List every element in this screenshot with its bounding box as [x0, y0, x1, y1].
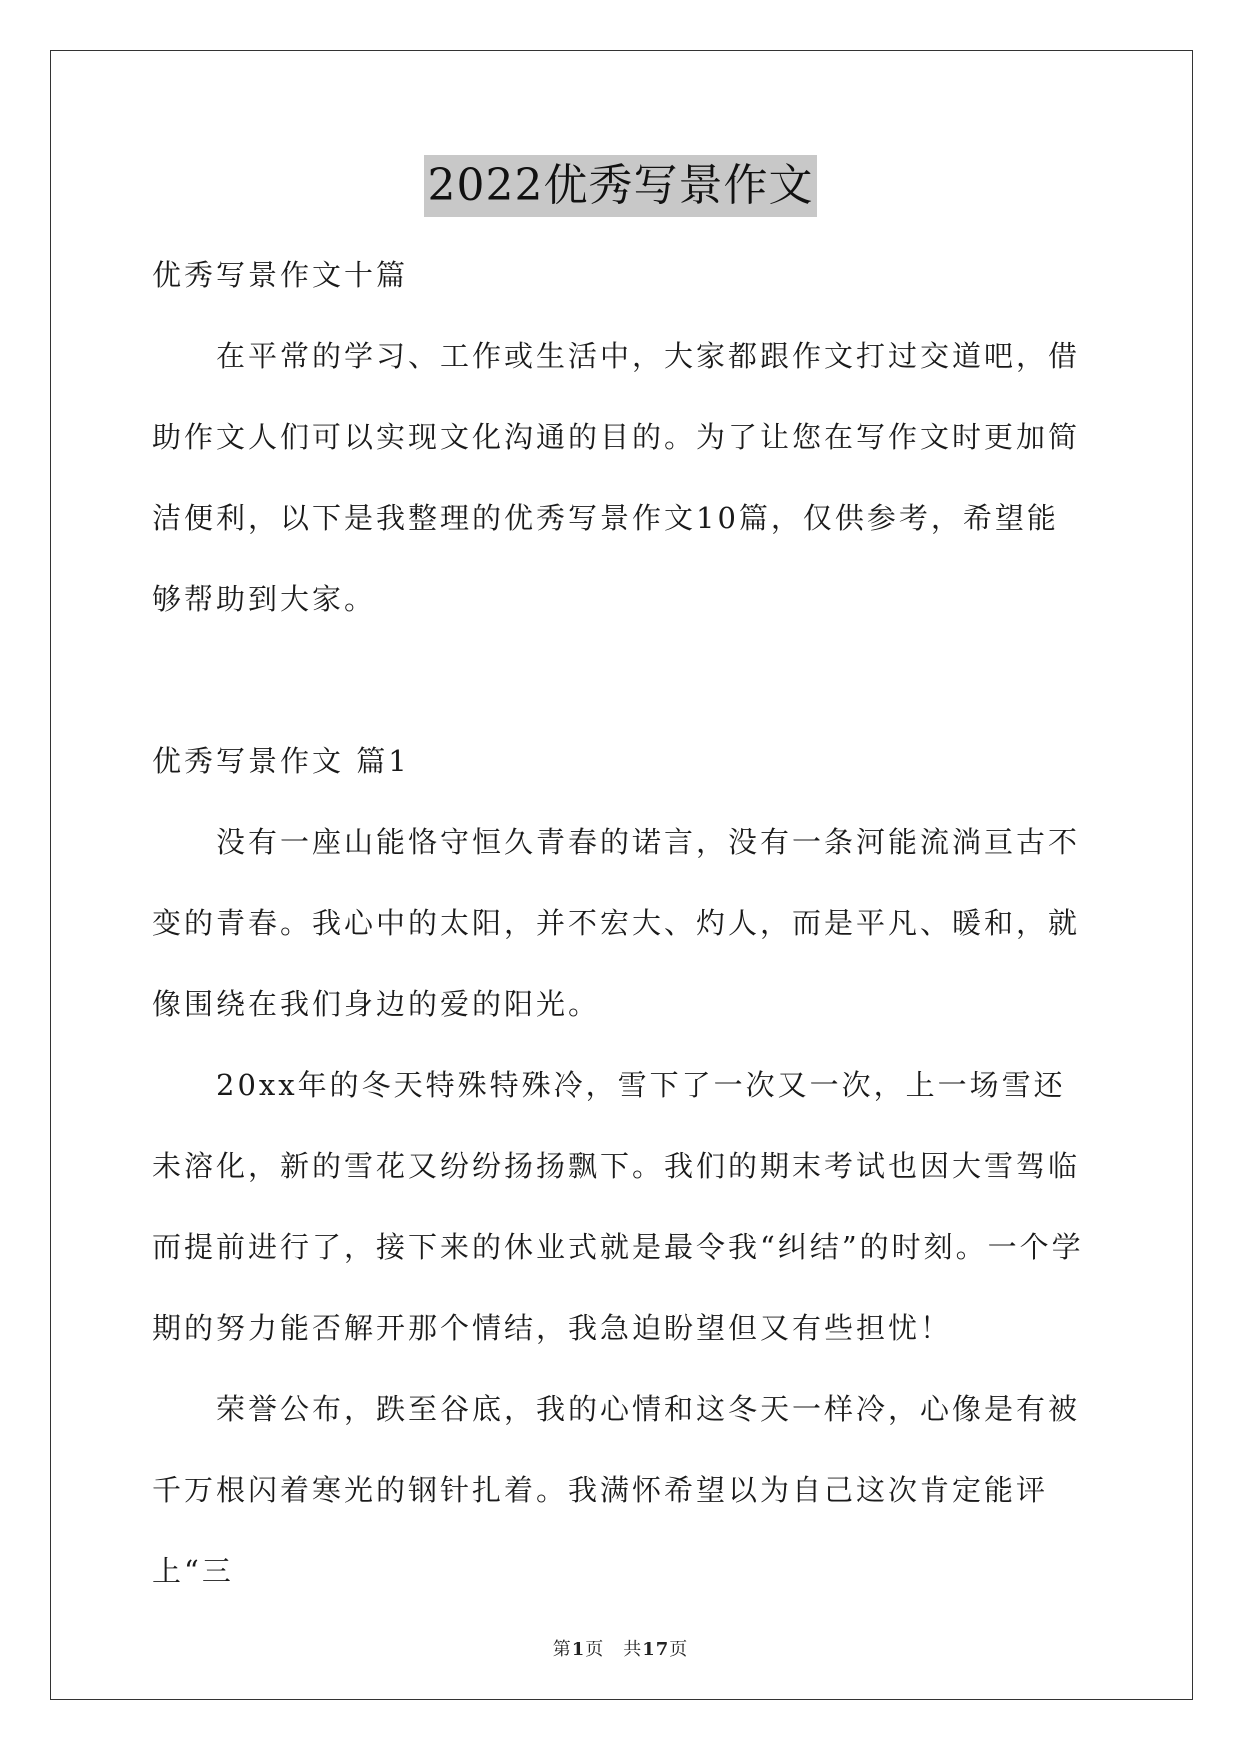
title-container: [0, 155, 1241, 217]
section-heading: 优秀写景作文 篇1: [152, 744, 410, 778]
body-paragraph-2: 20xx年的冬天特殊特殊冷，雪下了一次又一次，上一场雪还未溶化，新的雪花又纷纷扬扬飘下。我们的期末考试也因大雪驾临 而提前进行了，接下来的休业式就是最令我“纠结”的时刻。一个学期的努力能否解开那个情结，我急迫盼望但又有些担忧！: [152, 1068, 1113, 1345]
document-body: [152, 235, 1113, 1612]
footer-prefix: 第: [552, 1639, 572, 1660]
footer-page-number: 1: [571, 1639, 586, 1660]
page-footer: [0, 1635, 1241, 1661]
body-paragraph-1: 没有一座山能恪守恒久青春的诺言，没有一条河能流淌亘古不变的青春。我心中的太阳，并不宏大、灼人，而是平凡、暖和，就像围绕在我们身边的爱的阳光。: [152, 825, 1081, 1021]
footer-suffix: 页: [669, 1639, 689, 1660]
intro-paragraph: 在平常的学习、工作或生活中，大家都跟作文打过交道吧，借助作文人们可以实现文化沟通的目的。为了让您在写作文时更加简洁便利，以下是我整理的优秀写景作文10篇，仅供参考，希望能够帮助到大家。: [152, 339, 1081, 616]
footer-total-pages: 17: [642, 1639, 670, 1660]
body-paragraph-3: 荣誉公布，跌至谷底，我的心情和这冬天一样冷，心像是有被千万根闪着寒光的钢针扎着。我满怀希望以为自己这次肯定能评上“三: [152, 1392, 1081, 1588]
document-subtitle: 优秀写景作文十篇: [152, 258, 409, 292]
footer-middle: 页 共: [585, 1639, 643, 1660]
document-title: 2022优秀写景作文: [424, 155, 818, 217]
